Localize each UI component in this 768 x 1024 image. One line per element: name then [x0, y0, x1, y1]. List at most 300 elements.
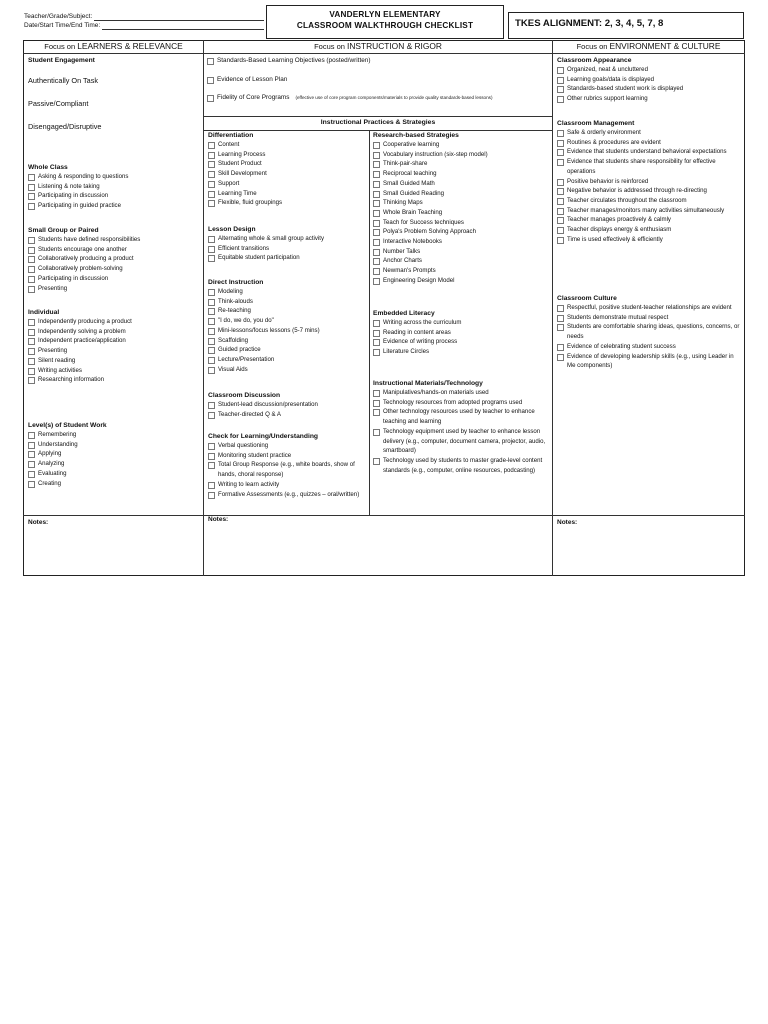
right-notes-label: Notes:	[557, 519, 578, 526]
checkbox[interactable]	[557, 305, 564, 312]
title-box	[266, 5, 504, 39]
checkbox[interactable]	[373, 429, 380, 436]
checklist-item[interactable]	[208, 179, 368, 189]
checklist-item[interactable]	[373, 427, 547, 456]
checklist-item-label: Evidence of celebrating student success	[567, 342, 676, 350]
checkbox[interactable]	[208, 200, 215, 207]
checklist-item[interactable]	[557, 215, 741, 225]
checklist-item[interactable]	[373, 179, 549, 189]
checklist-item[interactable]	[557, 352, 741, 371]
checklist-item[interactable]	[208, 287, 368, 297]
checklist-item-label: Independent practice/application	[38, 337, 126, 345]
lesson-plan-item[interactable]	[207, 75, 549, 85]
checklist-item[interactable]	[373, 266, 549, 276]
ips-title: Instructional Practices & Strategies	[320, 119, 436, 126]
checklist-item[interactable]	[208, 336, 368, 346]
checkbox[interactable]	[373, 458, 380, 465]
checkbox[interactable]	[373, 229, 380, 236]
engagement-item[interactable]: Disengaged/Disruptive	[28, 122, 102, 131]
checklist-item[interactable]	[28, 346, 200, 356]
checkbox[interactable]	[373, 339, 380, 346]
checklist-item[interactable]	[557, 303, 741, 313]
checklist-item-label: Researching information	[38, 376, 105, 384]
tkes-alignment: TKES ALIGNMENT: 2, 3, 4, 5, 7, 8	[508, 12, 744, 39]
checkbox[interactable]	[208, 246, 215, 253]
checkbox[interactable]	[208, 412, 215, 419]
checkbox[interactable]	[28, 203, 35, 210]
checkbox[interactable]	[557, 149, 564, 156]
management-list	[557, 128, 741, 244]
checkbox[interactable]	[28, 276, 35, 283]
checkbox[interactable]	[373, 278, 380, 285]
checklist-item-label: Standards-based student work is displayed	[567, 85, 684, 93]
date-line	[24, 21, 264, 30]
checklist-item[interactable]	[557, 313, 741, 323]
checklist-item[interactable]	[557, 84, 741, 94]
classroom-discussion-section	[208, 391, 368, 419]
fidelity-note: (effective use of core program components/materials to provide quality standards-based lessons)	[295, 95, 493, 101]
checkbox[interactable]	[208, 453, 215, 460]
checklist-item[interactable]	[208, 316, 368, 326]
checklist-item[interactable]	[373, 337, 549, 347]
checklist-item[interactable]	[557, 225, 741, 235]
checkbox[interactable]	[207, 77, 214, 84]
checkbox[interactable]	[373, 220, 380, 227]
checkbox[interactable]	[28, 368, 35, 375]
levels-section	[28, 421, 200, 488]
checklist-item[interactable]	[208, 306, 368, 316]
checklist-item[interactable]	[28, 336, 200, 346]
checkbox[interactable]	[28, 432, 35, 439]
checklist-item[interactable]	[208, 244, 368, 254]
checklist-item[interactable]	[557, 128, 741, 138]
checkbox[interactable]	[557, 188, 564, 195]
focus-divider	[23, 53, 745, 54]
checkbox[interactable]	[557, 324, 564, 331]
checklist-item-label: Technology equipment used by teacher to enhance lesson delivery (e.g., computer, document camera, projector, audio, smartboard)	[383, 427, 546, 455]
checklist-item[interactable]	[557, 157, 741, 176]
checkbox[interactable]	[557, 227, 564, 234]
checklist-item[interactable]	[208, 400, 368, 410]
checklist-item[interactable]	[208, 189, 368, 199]
checklist-item[interactable]	[28, 440, 200, 450]
checklist-item-label: Organized, neat & uncluttered	[567, 66, 648, 73]
checkbox[interactable]	[28, 247, 35, 254]
checkbox[interactable]	[28, 451, 35, 458]
checkbox[interactable]	[557, 208, 564, 215]
checklist-item-label: Technology resources from adopted programs used	[383, 398, 523, 406]
lesson-design-list	[208, 234, 368, 263]
lesson-design-title: Lesson Design	[208, 226, 256, 233]
checklist-item[interactable]	[208, 198, 368, 208]
checklist-item[interactable]	[373, 456, 547, 475]
checklist-item-label: Interactive Notebooks	[383, 238, 442, 246]
engagement-item[interactable]: Authentically On Task	[28, 76, 99, 85]
checklist-item-label: Collaboratively problem-solving	[38, 265, 123, 273]
checklist-item-label: Manipulatives/hands-on materials used	[383, 389, 489, 396]
checkbox[interactable]	[557, 315, 564, 322]
levels-list	[28, 430, 200, 488]
checklist-item-label: Formative Assessments (e.g., quizzes – oral/written)	[218, 490, 360, 498]
checkbox[interactable]	[373, 239, 380, 246]
checklist-item[interactable]	[28, 201, 200, 211]
checklist-item[interactable]	[557, 138, 741, 148]
checkbox[interactable]	[373, 390, 380, 397]
checklist-item[interactable]	[557, 206, 741, 216]
checklist-item[interactable]	[557, 94, 741, 104]
checklist-item[interactable]	[373, 318, 549, 328]
focus-environment-prefix: Focus on	[576, 42, 608, 51]
checklist-item-label: Number Talks	[383, 247, 421, 255]
checkbox[interactable]	[373, 181, 380, 188]
checklist-item-label: Anchor Charts	[383, 257, 422, 265]
checkbox[interactable]	[557, 130, 564, 137]
checkbox[interactable]	[208, 347, 215, 354]
checklist-item[interactable]	[208, 490, 366, 500]
checklist-item-label: Applying	[38, 450, 62, 458]
checklist-item-label: Content	[218, 141, 240, 148]
checklist-item[interactable]	[28, 327, 200, 337]
differentiation-section	[208, 131, 368, 208]
checklist-item[interactable]	[373, 407, 547, 426]
checkbox[interactable]	[208, 482, 215, 489]
checklist-item[interactable]	[373, 169, 549, 179]
checklist-item-label: Thinking Maps	[383, 199, 423, 207]
classroom-discussion-list	[208, 400, 368, 419]
checklist-item[interactable]	[28, 449, 200, 459]
research-list	[373, 140, 549, 286]
checkbox[interactable]	[557, 140, 564, 147]
checkbox[interactable]	[28, 319, 35, 326]
checkbox[interactable]	[208, 318, 215, 325]
checkbox[interactable]	[557, 198, 564, 205]
checkbox[interactable]	[28, 174, 35, 181]
checklist-item-label: Understanding	[38, 440, 78, 448]
left-notes-label: Notes:	[28, 519, 49, 526]
checklist-item[interactable]	[373, 328, 549, 338]
checklist-item[interactable]	[373, 388, 547, 398]
checkbox[interactable]	[208, 171, 215, 178]
checklist-item-label: Participating in discussion	[38, 192, 109, 200]
ips-top-divider	[203, 116, 552, 117]
checklist-item[interactable]	[28, 366, 200, 376]
checklist-item-label: Time is used effectively & efficiently	[567, 235, 663, 243]
checklist-item[interactable]	[208, 410, 368, 420]
checkbox[interactable]	[373, 210, 380, 217]
middle-top	[207, 56, 549, 103]
checklist-item[interactable]	[373, 218, 549, 228]
checklist-item-label: Small Guided Reading	[383, 189, 444, 197]
checklist-item[interactable]	[28, 469, 200, 479]
checkbox[interactable]	[208, 299, 215, 306]
checkbox[interactable]	[557, 67, 564, 74]
checklist-item[interactable]	[208, 140, 368, 150]
checkbox[interactable]	[28, 329, 35, 336]
checkbox[interactable]	[557, 96, 564, 103]
checklist-item[interactable]	[373, 208, 549, 218]
checklist-item[interactable]	[373, 140, 549, 150]
focus-learners-prefix: Focus on	[44, 42, 76, 51]
checkbox[interactable]	[373, 200, 380, 207]
checklist-item-label: Writing across the curriculum	[383, 319, 462, 326]
checklist-item[interactable]	[208, 355, 368, 365]
checkbox[interactable]	[373, 142, 380, 149]
checkbox[interactable]	[28, 358, 35, 365]
checklist-item[interactable]	[373, 150, 549, 160]
checklist-item-label: Polya's Problem Solving Approach	[383, 228, 476, 236]
checkbox[interactable]	[208, 443, 215, 450]
checklist-item-label: Participating in discussion	[38, 274, 109, 282]
checklist-item[interactable]	[208, 345, 368, 355]
checkbox[interactable]	[373, 161, 380, 168]
checklist-item[interactable]	[28, 479, 200, 489]
checklist-item-label: Teacher manages/monitors many activities simultaneously	[567, 206, 725, 214]
checkbox[interactable]	[373, 249, 380, 256]
differentiation-title: Differentiation	[208, 132, 254, 139]
checklist-item[interactable]	[208, 441, 366, 451]
checklist-item[interactable]	[28, 430, 200, 440]
checkbox[interactable]	[373, 268, 380, 275]
checklist-item-label: Students are comfortable sharing ideas, questions, concerns, or needs	[567, 323, 740, 341]
checklist-item[interactable]	[373, 198, 549, 208]
checklist-item[interactable]	[373, 276, 549, 286]
culture-list	[557, 303, 741, 371]
checklist-item-label: Independently solving a problem	[38, 327, 126, 335]
checklist-item-label: Teacher manages proactively & calmly	[567, 216, 671, 224]
checklist-item[interactable]	[208, 253, 368, 263]
checklist-item[interactable]	[557, 177, 741, 187]
checklist-item[interactable]	[28, 459, 200, 469]
checkbox[interactable]	[208, 402, 215, 409]
checkbox[interactable]	[28, 184, 35, 191]
checkbox[interactable]	[208, 142, 215, 149]
checkbox[interactable]	[373, 400, 380, 407]
checkbox[interactable]	[28, 481, 35, 488]
checkbox[interactable]	[373, 349, 380, 356]
checkbox[interactable]	[373, 330, 380, 337]
lesson-design-section	[208, 225, 368, 263]
checklist-item[interactable]	[28, 172, 200, 182]
checklist-item[interactable]	[28, 264, 200, 274]
checklist-item[interactable]	[28, 284, 200, 294]
checklist-item[interactable]	[373, 256, 549, 266]
appearance-list	[557, 65, 741, 104]
notes-divider	[23, 515, 745, 516]
checkbox[interactable]	[28, 338, 35, 345]
checkbox[interactable]	[557, 77, 564, 84]
checklist-item[interactable]	[557, 75, 741, 85]
checkbox[interactable]	[373, 152, 380, 159]
checklist-item-label: Support	[218, 179, 240, 187]
checklist-item-label: Learning Process	[218, 150, 266, 158]
checklist-item[interactable]	[28, 375, 200, 385]
research-title: Research-based Strategies	[373, 132, 459, 139]
checkbox[interactable]	[208, 462, 215, 469]
checklist-item[interactable]	[373, 159, 549, 169]
checkbox[interactable]	[557, 237, 564, 244]
checklist-item-label: Silent reading	[38, 356, 76, 364]
checklist-item[interactable]	[557, 186, 741, 196]
whole-class-title: Whole Class	[28, 164, 68, 171]
checklist-item[interactable]	[208, 480, 366, 490]
col-divider-2	[552, 40, 553, 576]
literacy-list	[373, 318, 549, 357]
checkbox[interactable]	[28, 442, 35, 449]
checklist-item[interactable]	[557, 196, 741, 206]
checklist-item[interactable]	[208, 326, 368, 336]
checkbox[interactable]	[208, 367, 215, 374]
checkbox[interactable]	[373, 320, 380, 327]
teacher-line	[24, 12, 264, 21]
checkbox[interactable]	[208, 236, 215, 243]
checklist-item[interactable]	[28, 356, 200, 366]
checkbox[interactable]	[373, 258, 380, 265]
checklist-item-label: Participating in guided practice	[38, 202, 121, 210]
checklist-item-label: Negative behavior is addressed through re-directing	[567, 187, 707, 195]
checklist-item-label: Learning Time	[218, 189, 257, 197]
checklist-item[interactable]	[373, 347, 549, 357]
checkbox[interactable]	[208, 338, 215, 345]
checklist-item-label: Verbal questioning	[218, 442, 269, 449]
checkbox[interactable]	[28, 193, 35, 200]
checklist-item[interactable]	[557, 65, 741, 75]
checkbox[interactable]	[28, 471, 35, 478]
checklist-item[interactable]	[208, 297, 368, 307]
checklist-item[interactable]	[557, 322, 741, 341]
date-label: Date/Start Time/End Time:	[24, 22, 101, 29]
checkbox[interactable]	[28, 461, 35, 468]
checklist-item[interactable]	[28, 274, 200, 284]
check-learning-section	[208, 432, 366, 499]
checkbox[interactable]	[373, 409, 380, 416]
checkbox[interactable]	[373, 191, 380, 198]
checkbox[interactable]	[28, 286, 35, 293]
checkbox[interactable]	[28, 237, 35, 244]
checkbox[interactable]	[208, 492, 215, 499]
individual-list	[28, 317, 200, 385]
checkbox[interactable]	[28, 377, 35, 384]
checkbox[interactable]	[208, 289, 215, 296]
checkbox[interactable]	[208, 357, 215, 364]
direct-instruction-section	[208, 278, 368, 374]
direct-instruction-title: Direct Instruction	[208, 279, 264, 286]
checklist-item-label: Collaboratively producing a product	[38, 255, 134, 263]
engagement-item[interactable]: Passive/Compliant	[28, 99, 89, 108]
focus-learners	[24, 41, 203, 52]
checklist-item-label: Total Group Response (e.g., white boards, show of hands, choral response)	[218, 461, 355, 479]
checklist-item-label: Writing to learn activity	[218, 480, 280, 488]
checklist-item[interactable]	[208, 365, 368, 375]
individual-section	[28, 308, 200, 385]
checklist-item-label: Evidence that students share responsibility for effective operations	[567, 158, 716, 175]
checklist-item-label: Monitoring student practice	[218, 451, 292, 459]
checklist-item[interactable]	[208, 159, 368, 169]
checklist-item[interactable]	[373, 227, 549, 237]
objectives-label: Standards-Based Learning Objectives (posted/written)	[217, 57, 371, 64]
checkbox[interactable]	[208, 161, 215, 168]
checkbox[interactable]	[208, 328, 215, 335]
checkbox[interactable]	[557, 159, 564, 166]
date-input-line[interactable]	[102, 22, 264, 30]
checkbox[interactable]	[557, 217, 564, 224]
checklist-item[interactable]	[208, 460, 366, 479]
checkbox[interactable]	[208, 152, 215, 159]
checklist-item[interactable]	[208, 150, 368, 160]
checklist-item[interactable]	[28, 182, 200, 192]
checklist-item-label: Skill Development	[218, 170, 267, 178]
middle-notes-label: Notes:	[208, 516, 229, 523]
checklist-item[interactable]	[28, 254, 200, 264]
checkbox[interactable]	[208, 255, 215, 262]
checklist-item-label: Scaffolding	[218, 336, 249, 344]
checklist-item[interactable]	[28, 245, 200, 255]
culture-title: Classroom Culture	[557, 295, 617, 302]
literacy-title: Embedded Literacy	[373, 310, 435, 317]
checkbox[interactable]	[208, 181, 215, 188]
checklist-item[interactable]	[28, 191, 200, 201]
left-column	[28, 56, 200, 145]
management-section	[557, 119, 741, 244]
culture-section	[557, 294, 741, 371]
checkbox[interactable]	[557, 179, 564, 186]
checklist-item-label: Reciprocal teaching	[383, 170, 437, 178]
checklist-item-label: Asking & responding to questions	[38, 173, 129, 180]
checklist-item[interactable]	[373, 237, 549, 247]
checklist-item[interactable]	[373, 247, 549, 257]
individual-title: Individual	[28, 309, 60, 316]
checklist-item[interactable]	[208, 169, 368, 179]
checkbox[interactable]	[207, 58, 214, 65]
checklist-item-label: Students have defined responsibilities	[38, 236, 141, 243]
check-learning-title: Check for Learning/Understanding	[208, 433, 318, 440]
checklist-item-label: Student Product	[218, 160, 262, 168]
checklist-item-label: Evidence of writing process	[383, 338, 458, 346]
direct-instruction-list	[208, 287, 368, 374]
teacher-input-line[interactable]	[94, 13, 264, 21]
checkbox[interactable]	[373, 171, 380, 178]
checkbox[interactable]	[28, 266, 35, 273]
checklist-item-label: Equitable student participation	[218, 254, 300, 262]
checklist-item[interactable]	[208, 234, 368, 244]
form-title: CLASSROOM WALKTHROUGH CHECKLIST	[296, 21, 474, 30]
checklist-item[interactable]	[28, 317, 200, 327]
checkbox[interactable]	[28, 348, 35, 355]
checklist-item[interactable]	[557, 235, 741, 245]
checklist-item[interactable]	[373, 398, 547, 408]
checklist-item[interactable]	[557, 147, 741, 157]
checklist-item-label: Mini-lessons/focus lessons (5-7 mins)	[218, 326, 320, 334]
student-engagement-title: Student Engagement	[28, 57, 95, 64]
checklist-item[interactable]	[557, 342, 741, 352]
checklist-item[interactable]	[208, 451, 366, 461]
checklist-item-label: Teach for Success techniques	[383, 218, 464, 226]
checklist-item[interactable]	[373, 189, 549, 199]
checkbox[interactable]	[557, 354, 564, 361]
checkbox[interactable]	[207, 95, 214, 102]
checklist-item[interactable]	[28, 235, 200, 245]
checkbox[interactable]	[208, 191, 215, 198]
focus-environment	[553, 41, 744, 52]
fidelity-item[interactable]	[207, 93, 549, 103]
checkbox[interactable]	[28, 256, 35, 263]
checkbox[interactable]	[208, 308, 215, 315]
ips-col-divider	[369, 130, 370, 515]
checkbox[interactable]	[557, 344, 564, 351]
checklist-item-label: Students encourage one another	[38, 245, 127, 253]
checkbox[interactable]	[557, 86, 564, 93]
differentiation-list	[208, 140, 368, 208]
objectives-item[interactable]	[207, 56, 549, 66]
